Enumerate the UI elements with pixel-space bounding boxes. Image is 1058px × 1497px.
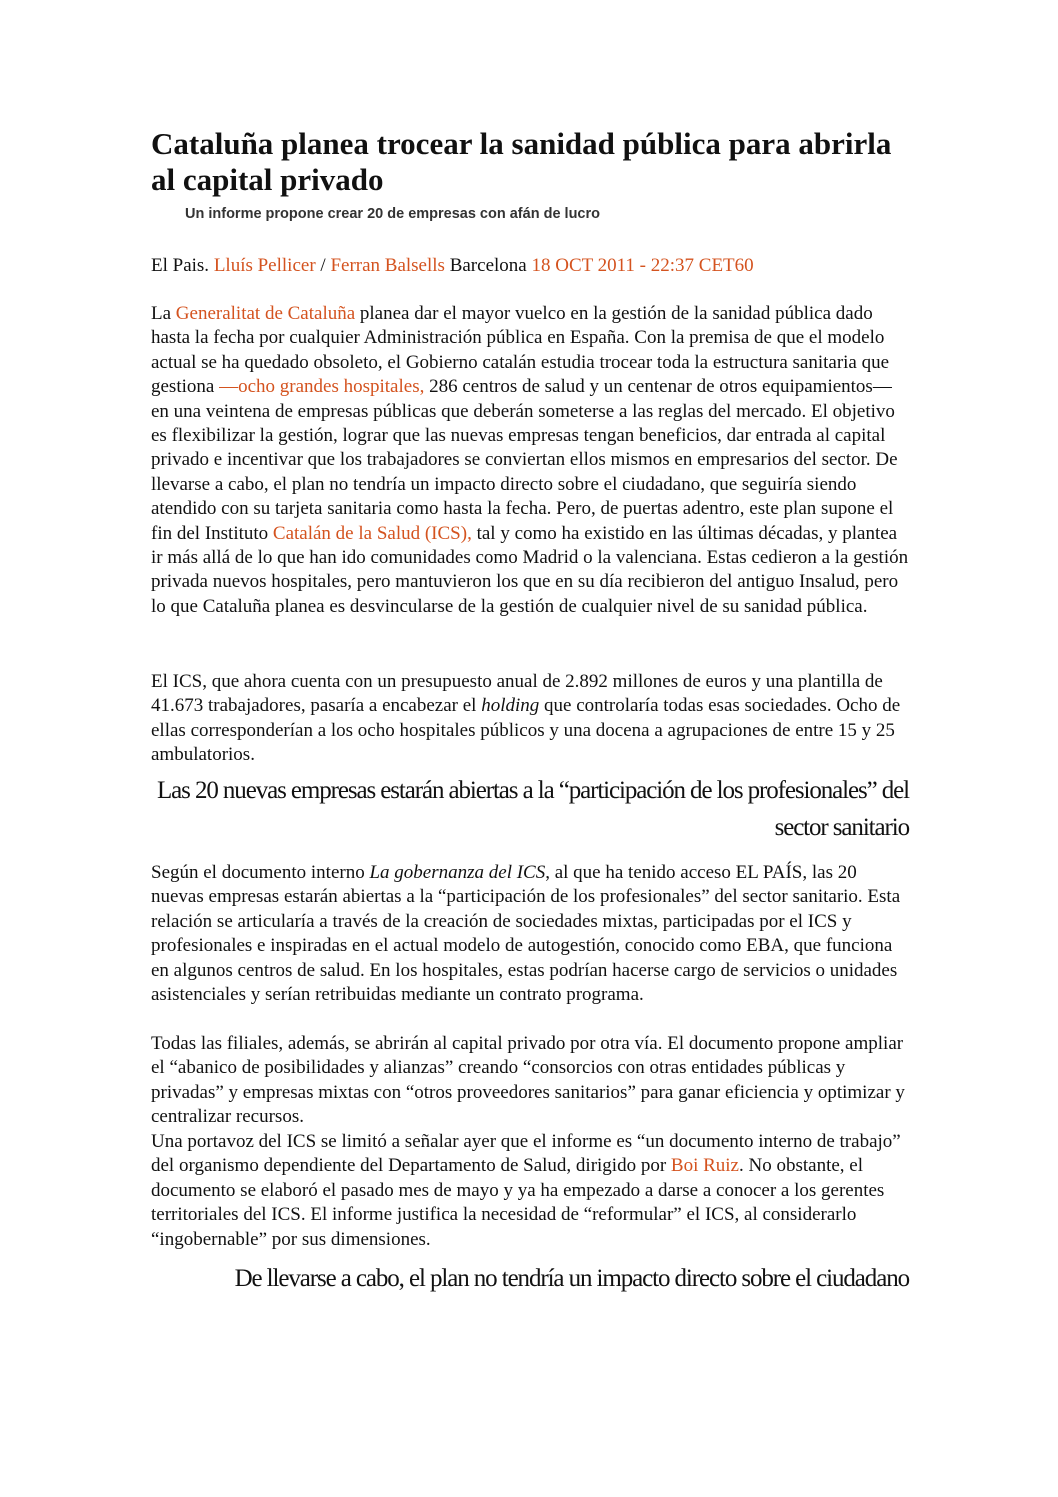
paragraph-2-text-b: que controlaría todas esas sociedades. Ocho de ellas corresponderían a los ocho hospitales públicos y una docena a agrupaciones de entre 15 y 25 ambulatorios. [151,695,901,766]
pull-quote-2: De llevarse a cabo, el plan no tendría un impacto directo sobre el ciudadano [234,1265,909,1292]
author-link-pellicer[interactable]: Lluís Pellicer [213,255,316,276]
article-title: Cataluña planea trocear la sanidad pública para abrirla al capital privado [151,126,892,197]
paragraph-2-text-a: El ICS, que ahora cuenta con un presupuesto anual de 2.892 millones de euros y una plantilla de 41.673 trabajadores, pasaría a encabezar el [151,671,883,717]
paragraph-4: Todas las filiales, además, se abrirán al capital privado por otra vía. El documento propone ampliar el “abanico de posibilidades y alianzas” creando “consorcios con otras entidades públicas y privadas” y empresas mixtas con “otros proveedores sanitarios” para ganar eficiencia y optimizar y centralizar recursos. [151,1033,905,1128]
paragraph-1-text-a: La [151,303,176,324]
paragraph-2-italic: holding [481,695,540,717]
author-link-balsells[interactable]: Ferran Balsells [330,255,445,276]
link-boi-ruiz[interactable]: Boi Ruiz [670,1155,739,1177]
pull-quote-1: Las 20 nuevas empresas estarán abiertas a la “participación de los profesionales” del sector sanitario [157,777,909,841]
paragraph-5-text-a: Una portavoz del ICS se limitó a señalar ayer que el informe es “un documento interno de trabajo” del organismo dependiente del Departamento de Salud, dirigido por [151,1131,901,1177]
paragraph-3 [151,861,909,1007]
byline [151,254,909,278]
article-subtitle: Un informe propone crear 20 de empresas con afán de lucro [185,206,600,222]
paragraph-1-text-b: planea dar el mayor vuelco en la gestión de la sanidad pública dado hasta la fecha por cualquier Administración pública en España. Con la premisa de que el modelo actual se ha quedado obsoleto, el Gobierno catalán estudia trocear toda la estructura sanitaria que gestiona [151,303,890,398]
byline-separator: / [320,255,326,276]
link-ics[interactable]: Catalán de la Salud (ICS), [272,522,472,544]
paragraph-5 [151,1130,909,1252]
paragraph-1-text-d: tal y como ha existido en las últimas décadas, y plantea ir más allá de lo que han ido comunidades como Madrid o la valenciana. Estas cedieron a la gestión privada nuevos hospitales, pero mantuvieron los que en su día recibieron del antiguo Insalud, pero lo que Cataluña planea es desvincularse de la gestión de cualquier nivel de su sanidad pública. [151,522,909,617]
paragraph-2 [151,670,909,768]
byline-location: Barcelona [449,255,527,276]
byline-date[interactable]: 18 OCT 2011 - 22:37 CET60 [531,255,754,276]
paragraph-1-text-c: 286 centros de salud y un centenar de otros equipamientos— en una veintena de empresas públicas que deberán someterse a las reglas del mercado. El objetivo es flexibilizar la gestión, lograr que las nuevas empresas tengan beneficios, dar entrada al capital privado e incentivar que los trabajadores se conviertan ellos mismos en empresarios del sector. De llevarse a cabo, el plan no tendría un impacto directo sobre el ciudadano, que seguiría siendo atendido con su tarjeta sanitaria como hasta la fecha. Pero, de puertas adentro, este plan supone el fin del Instituto [151,376,898,544]
paragraph-3-italic: La gobernanza del ICS [369,862,546,883]
byline-source: El Pais. [151,255,210,276]
paragraph-5-text-b: . No obstante, el documento se elaboró el pasado mes de mayo y ya ha empezado a darse a conocer a los gerentes territoriales del ICS. El informe justifica la necesidad de “reformular” el ICS, al considerarlo “ingobernable” por sus dimensiones. [151,1155,885,1250]
link-hospitales[interactable]: —ocho grandes hospitales, [219,376,425,398]
paragraph-3-text-b: , al que ha tenido acceso EL PAÍS, las 20 nuevas empresas estarán abiertas a la “participación de los profesionales” del sector sanitario. Esta relación se articularía a través de la creación de sociedades mixtas, participadas por el ICS y profesionales e inspiradas en el actual modelo de autogestión, conocido como EBA, que funciona en algunos centros de salud. En los hospitales, estas podrían hacerse cargo de servicios o unidades asistenciales y serían retribuidas mediante un contrato programa. [151,862,901,1006]
link-generalitat[interactable]: Generalitat de Cataluña [175,303,356,324]
paragraph-3-text-a: Según el documento interno [151,862,370,883]
paragraph-1 [151,302,909,619]
